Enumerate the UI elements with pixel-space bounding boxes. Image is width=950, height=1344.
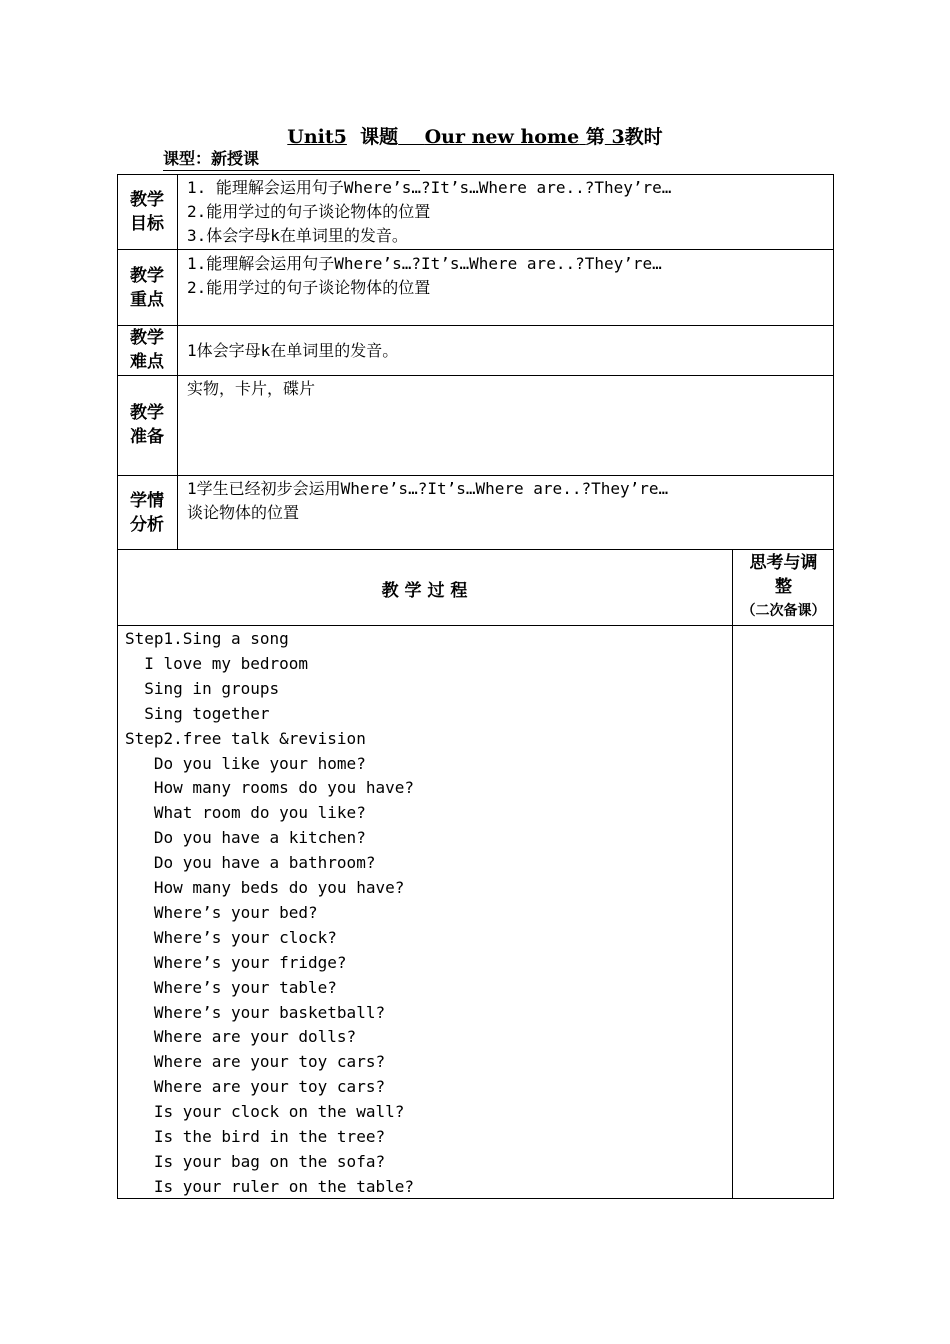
process-line: Where’s your fridge? <box>125 952 347 972</box>
process-line: Where are your toy cars? <box>125 1052 386 1072</box>
difficulties-line: 1体会字母k在单词里的发音。 <box>187 341 399 360</box>
objectives-line: 2.能用学过的句子谈论物体的位置 <box>187 202 431 221</box>
key-points-line: 1.能理解会运用句子Where’s…?It’s…Where are..?They’re… <box>187 254 662 273</box>
process-line: Where are your dolls? <box>125 1027 357 1047</box>
process-line: Do you like your home? <box>125 753 366 773</box>
process-line: Where’s your bed? <box>125 902 318 922</box>
process-line: Sing in groups <box>125 678 280 698</box>
objectives-line: 1. 能理解会运用句子Where’s…?It’s…Where are..?They’re… <box>187 178 672 197</box>
process-line: Step2.free talk &revision <box>125 728 366 748</box>
process-heading: 教 学 过 程 <box>381 581 468 601</box>
process-line: Where’s your clock? <box>125 927 337 947</box>
key-points-line: 2.能用学过的句子谈论物体的位置 <box>187 278 431 297</box>
row-label-analysis: 学情 分析 <box>130 491 164 535</box>
process-line: Where are your toy cars? <box>125 1077 386 1097</box>
process-line: Do you have a bathroom? <box>125 853 376 873</box>
process-line: Is your bag on the sofa? <box>125 1151 386 1171</box>
row-label-objectives: 教学 目标 <box>130 190 164 234</box>
process-line: Where’s your basketball? <box>125 1002 386 1022</box>
lesson-type: 课型：新授课 <box>163 148 420 171</box>
row-label-difficulties: 教学 难点 <box>130 328 164 372</box>
process-line: Step1.Sing a song <box>125 629 289 648</box>
process-line: How many beds do you have? <box>125 878 405 897</box>
row-label-key-points: 教学 重点 <box>130 266 164 310</box>
row-label-preparation: 教学 准备 <box>130 403 164 447</box>
process-line: What room do you like? <box>125 803 366 823</box>
process-line: Do you have a kitchen? <box>125 828 366 848</box>
preparation-line: 实物，卡片，碟片 <box>187 379 316 398</box>
process-line: Where’s your table? <box>125 977 337 997</box>
process-line: Is your clock on the wall? <box>125 1102 405 1122</box>
adjustment-heading: 思考与调 整 （二次备课） <box>741 553 826 619</box>
process-line: Sing together <box>125 703 270 723</box>
objectives-line: 3.体会字母k在单词里的发音。 <box>187 226 408 245</box>
page-title: Unit5 课题 Our new home 第 3教时 <box>287 126 663 148</box>
process-line: Is the bird in the tree? <box>125 1127 386 1146</box>
process-line: Is your ruler on the table? <box>125 1176 414 1196</box>
process-line: I love my bedroom <box>125 653 309 673</box>
analysis-line: 谈论物体的位置 <box>187 503 300 522</box>
process-line: How many rooms do you have? <box>125 778 414 798</box>
analysis-line: 1学生已经初步会运用Where’s…?It’s…Where are..?They’re… <box>187 479 669 498</box>
